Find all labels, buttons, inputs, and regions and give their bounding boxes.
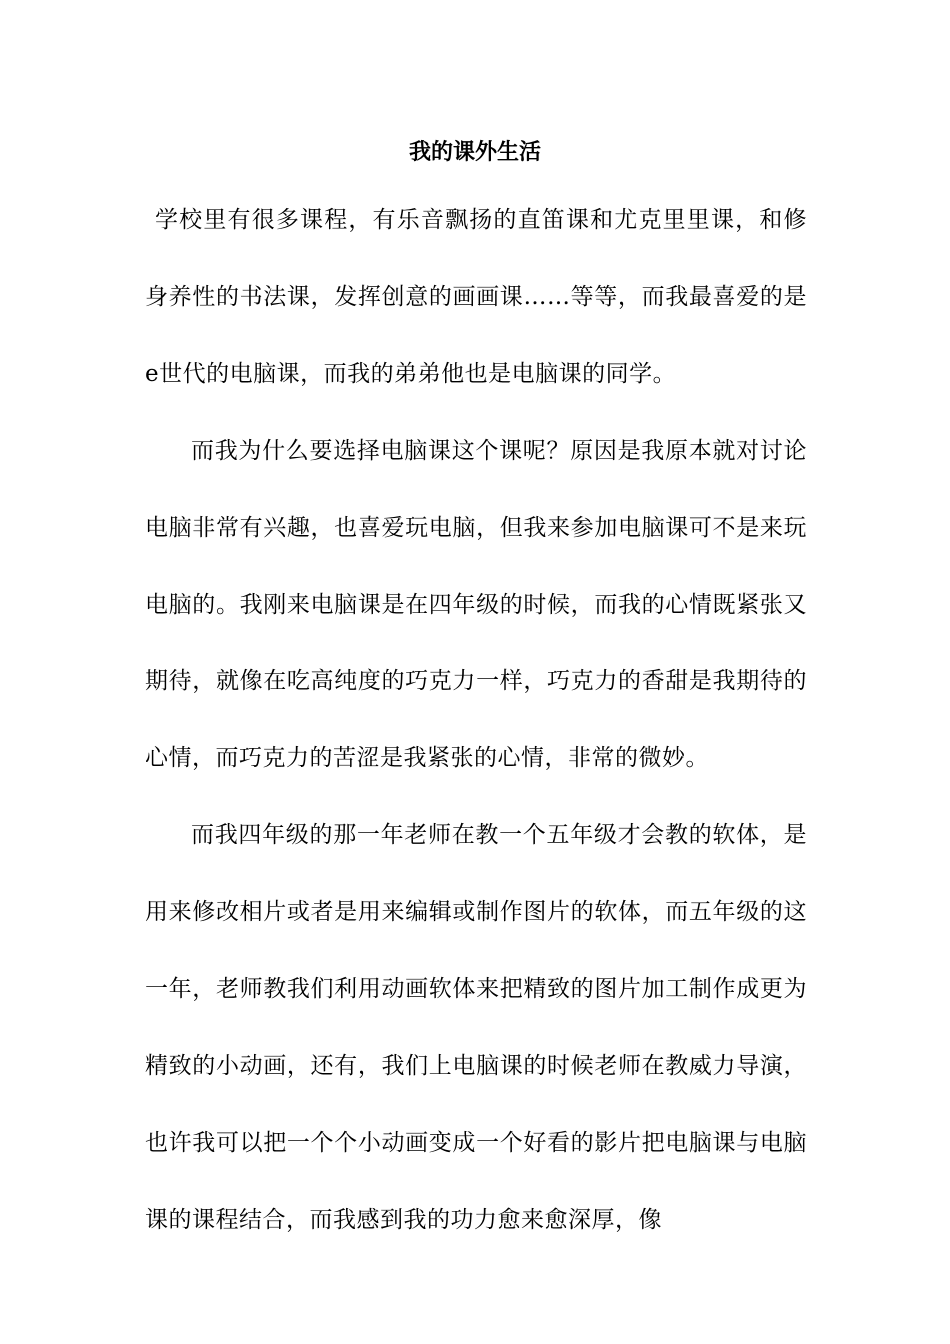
paragraph-2: 而我为什么要选择电脑课这个课呢？原因是我原本就对讨论电脑非常有兴趣，也喜爱玩电脑，但我来参加电脑课可不是来玩电脑的。我刚来电脑课是在四年级的时候，而我的心情既紧张又期待，就像在吃高纯度的巧克力一样，巧克力的香甜是我期待的心情，而巧克力的苦涩是我紧张的心情，非常的微妙。 — [145, 437, 807, 772]
document-body — [145, 182, 807, 1259]
paragraph-1: 学校里有很多课程，有乐音飘扬的直笛课和尤克里里课，和修身养性的书法课，发挥创意的画画课……等等，而我最喜爱的是e世代的电脑课，而我的弟弟他也是电脑课的同学。 — [145, 207, 807, 387]
paragraph-3: 而我四年级的那一年老师在教一个五年级才会教的软体，是用来修改相片或者是用来编辑或制作图片的软体，而五年级的这一年，老师教我们利用动画软体来把精致的图片加工制作成更为精致的小动画，还有，我们上电脑课的时候老师在教威力导演，也许我可以把一个个小动画变成一个好看的影片把电脑课与电脑课的课程结合，而我感到我的功力愈来愈深厚，像 — [145, 822, 807, 1233]
document-title: 我的课外生活 — [408, 140, 541, 165]
